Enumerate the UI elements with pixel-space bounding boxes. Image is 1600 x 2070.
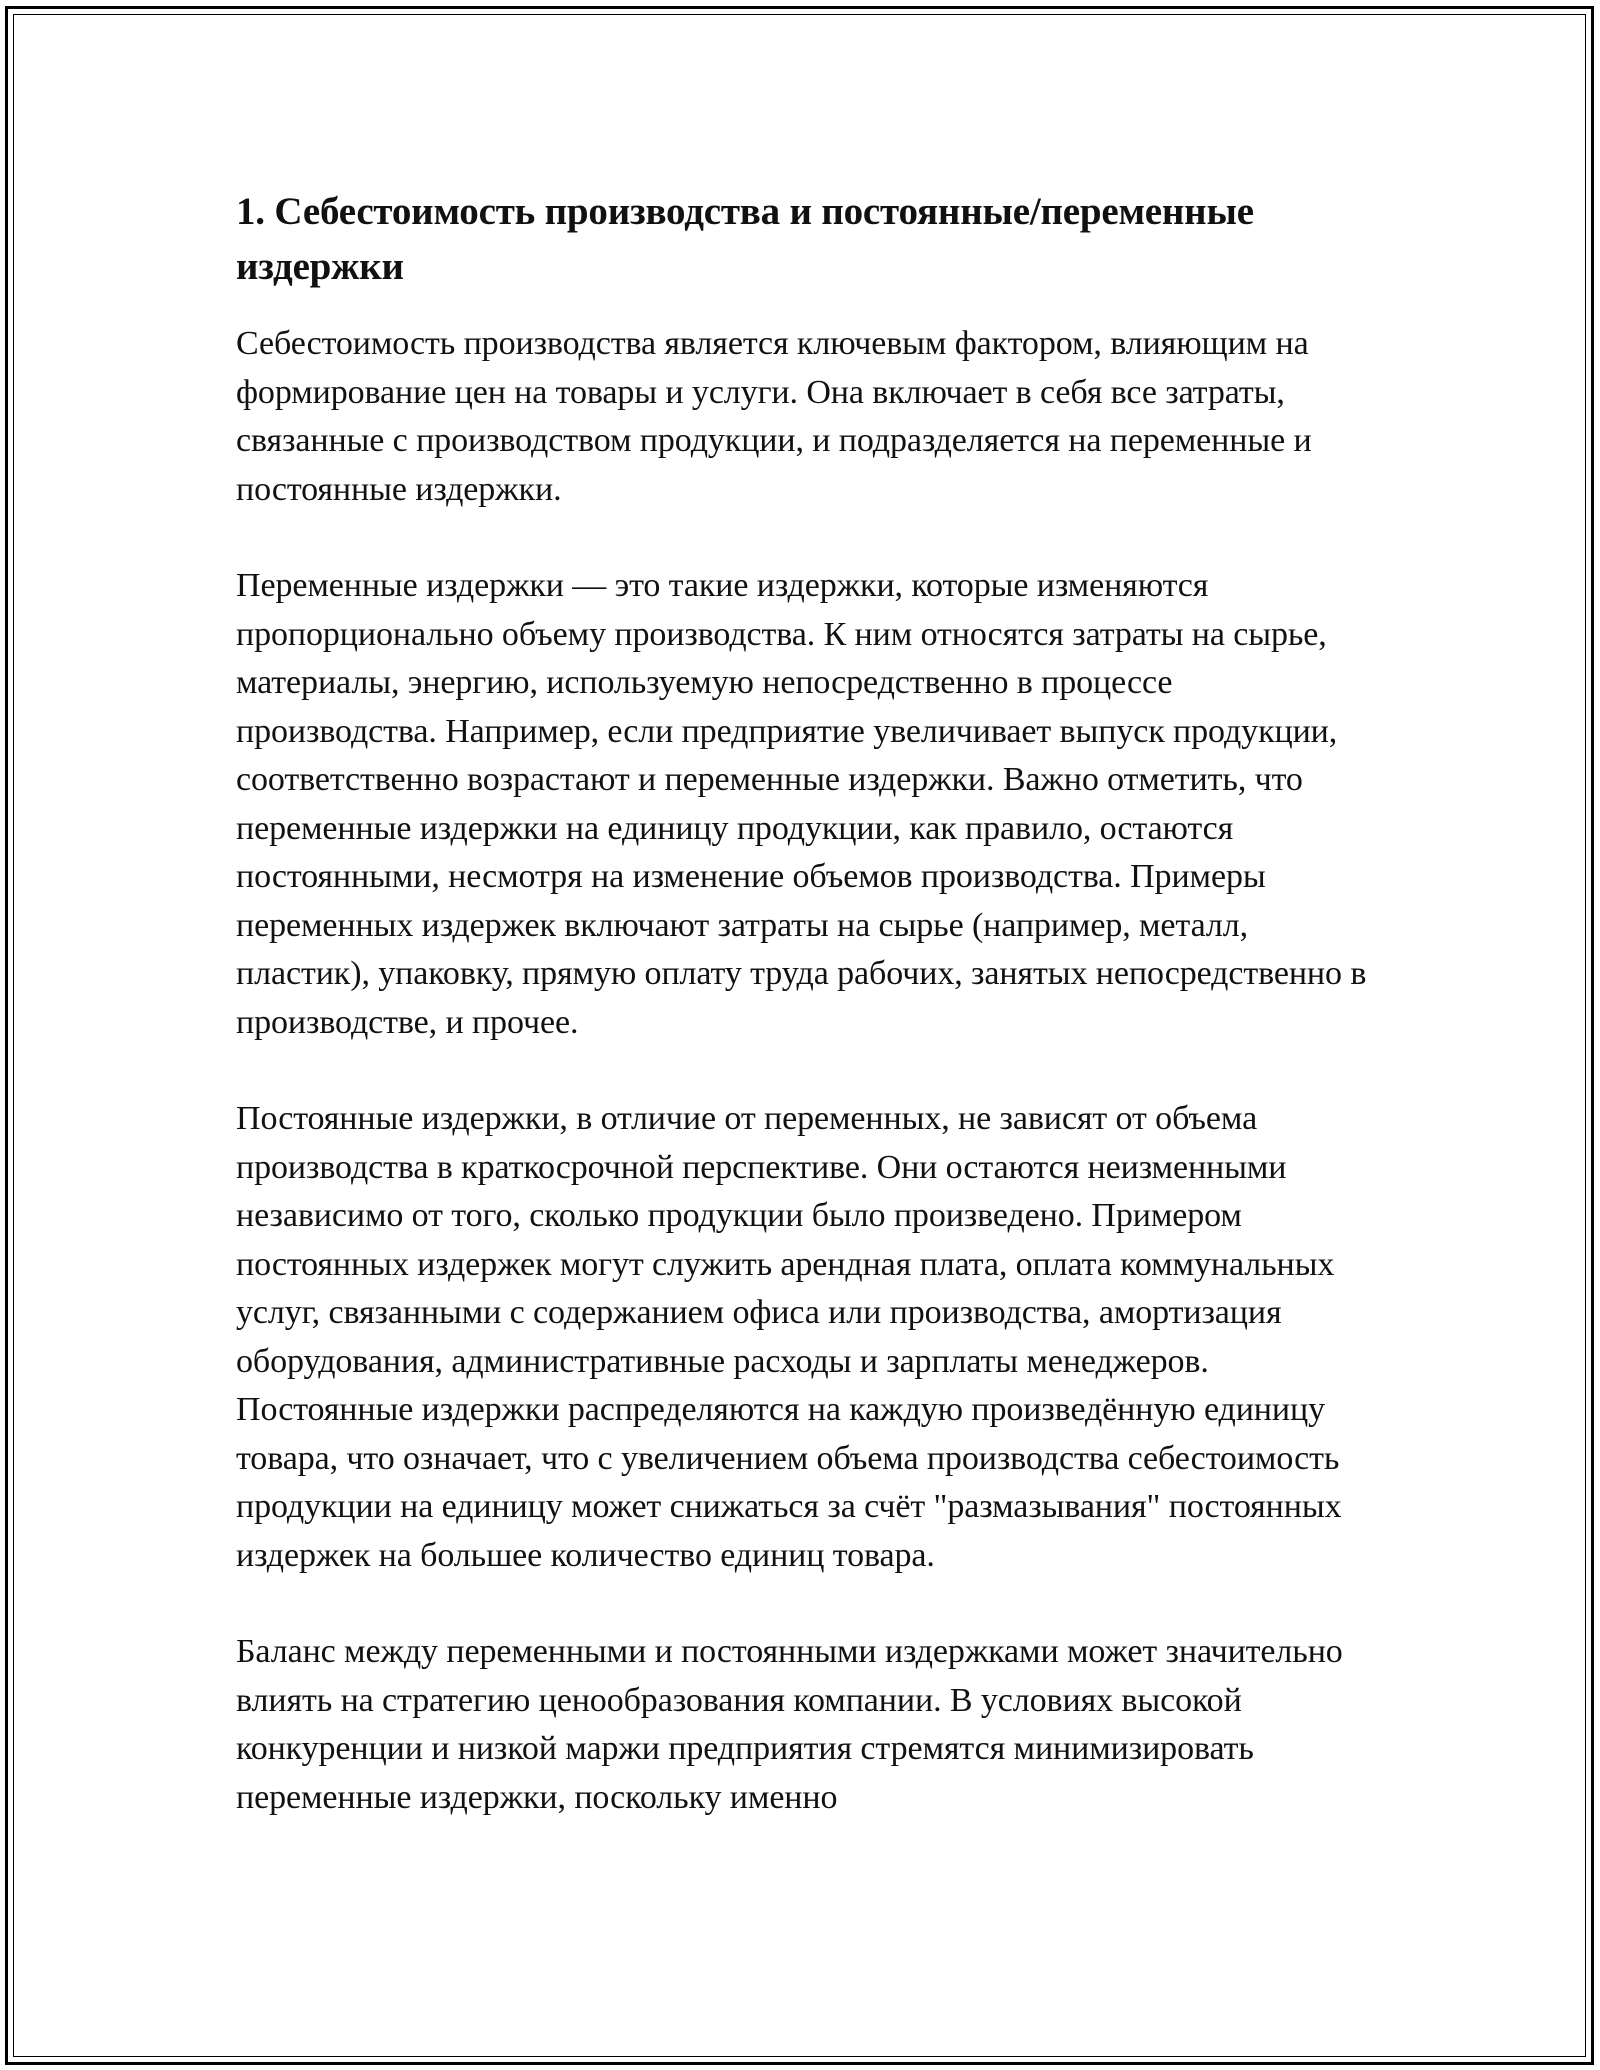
section-heading: 1. Себестоимость производства и постоянные/переменные издержки <box>236 190 1254 288</box>
paragraph-variable-costs: Переменные издержки — это такие издержки, которые изменяются пропорционально объему производства. К ним относятся затраты на сырье, материалы, энергию, используемую непосредственно в процессе производства. Например, если предприятие увеличивает выпуск продукции, соответственно возрастают и переменные издержки. Важно отметить, что переменные издержки на единицу продукции, как правило, остаются постоянными, несмотря на изменение объемов производства. Примеры переменных издержек включают затраты на сырье (например, металл, пластик), упаковку, прямую оплату труда рабочих, занятых непосредственно в производстве, и прочее. <box>236 567 1367 1041</box>
paragraph-balance: Баланс между переменными и постоянными издержками может значительно влиять на стратегию ценообразования компании. В условиях высокой конкуренции и низкой маржи предприятия стремятся минимизировать переменные издержки, поскольку именно <box>236 1633 1343 1816</box>
paragraph-intro: Себестоимость производства является ключевым фактором, влияющим на формирование цен на товары и услуги. Она включает в себя все затраты, связанные с производством продукции, и подразделяется на переменные и постоянные издержки. <box>236 325 1312 508</box>
document-body <box>236 184 1371 1822</box>
paragraph-fixed-costs: Постоянные издержки, в отличие от переменных, не зависят от объема производства в краткосрочной перспективе. Они остаются неизменными независимо от того, сколько продукции было произведено. Примером постоянных издержек могут служить арендная плата, оплата коммунальных услуг, связанными с содержанием офиса или производства, амортизация оборудования, административные расходы и зарплаты менеджеров. Постоянные издержки распределяются на каждую произведённую единицу товара, что означает, что с увеличением объема производства себестоимость продукции на единицу может снижаться за счёт "размазывания" постоянных издержек на большее количество единиц товара. <box>236 1100 1342 1574</box>
